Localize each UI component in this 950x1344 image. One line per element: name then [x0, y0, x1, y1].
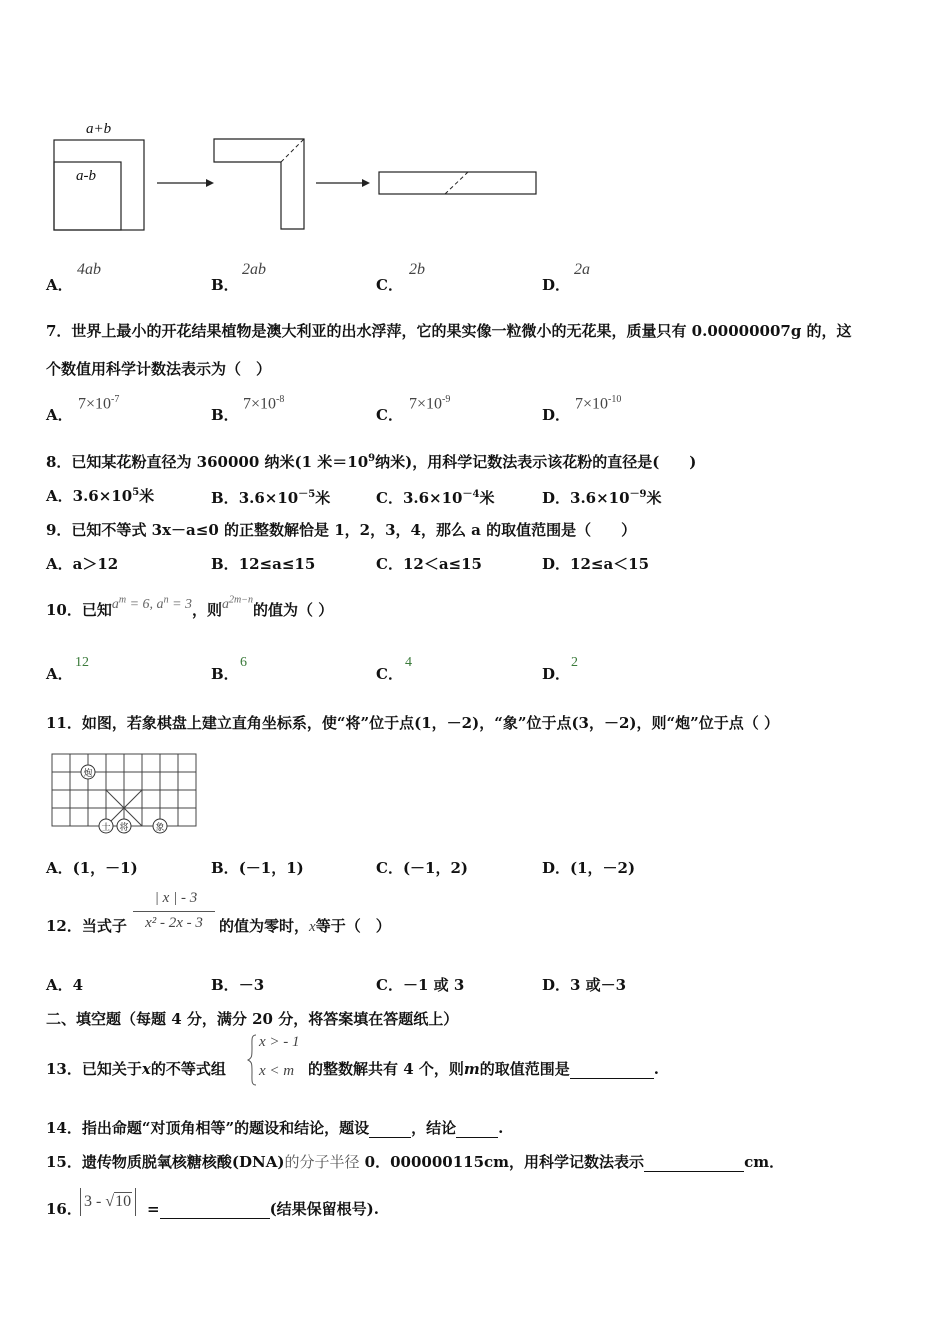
svg-text:将: 将 [119, 823, 129, 833]
q6-option-d-letter[interactable]: D． [542, 276, 571, 294]
q12-option-a[interactable]: A．4 [46, 976, 84, 994]
q9-option-b[interactable]: B．12≤a≤15 [211, 555, 316, 573]
q11-stem: 11．如图，若象棋盘上建立直角坐标系，使“将”位于点(1，－2)，“象”位于点(3，－2)，则“炮”位于点（ ） [46, 714, 780, 732]
q15-stem: 15．遗传物质脱氧核糖核酸(DNA)的分子半径 0．000000115cm，用科学记数法表示 cm． [46, 1153, 785, 1171]
piece-pao [81, 765, 95, 779]
label-a-plus-b: a+b [86, 121, 112, 137]
q8-option-a[interactable]: A．$3.6\times 10^5$米 [46, 487, 155, 505]
section2-title: 二、填空题（每题 4 分，满分 20 分，将答案填在答题纸上） [46, 1010, 459, 1028]
q8-option-c[interactable]: C．$3.6\times 10^{-4}$米 [376, 489, 495, 507]
svg-text:炮: 炮 [83, 769, 93, 779]
q14-stem: 14．指出命题“对顶角相等”的题设和结论，题设 ，结论 . [46, 1119, 504, 1137]
q7-option-c-value: $7\times 10^{-9}$ [409, 394, 451, 413]
chess-board-figure [50, 752, 200, 834]
q10-option-b-value: 6 [240, 655, 247, 670]
q8-option-d[interactable]: D．$3.6\times 10^{-9}$米 [542, 489, 662, 507]
q7-option-b-value: $7\times 10^{-8}$ [243, 394, 285, 413]
q15-answer-blank[interactable] [644, 1153, 744, 1172]
q10-stem: 10．已知$a^m = 6$, $a^n = 3$，则$a^{2m-n}$的值为（ ） [46, 594, 334, 619]
long-rectangle [379, 172, 536, 194]
q6-figure [40, 115, 560, 240]
q10-option-a-letter[interactable]: A． [46, 665, 73, 683]
svg-text:象: 象 [155, 823, 165, 833]
q13-prefix: 13．已知关于x的不等式组 [46, 1060, 226, 1078]
q16-prefix: 16． [46, 1200, 82, 1218]
q11-option-b[interactable]: B．(－1，1) [211, 859, 304, 877]
label-a-minus-b: a-b [76, 168, 96, 184]
q6-option-d-value: 2a [574, 261, 590, 278]
q16-suffix: = (结果保留根号). [147, 1200, 379, 1218]
q6-option-b-value: 2ab [242, 261, 266, 278]
q9-option-d[interactable]: D．12≤a＜15 [542, 555, 650, 573]
q7-option-a-letter[interactable]: A． [46, 406, 73, 424]
brace-icon [247, 1034, 257, 1086]
q13-inequality-2: x < m [259, 1063, 295, 1079]
q6-option-a-value: 4ab [77, 261, 101, 278]
q11-option-d[interactable]: D．(1，－2) [542, 859, 636, 877]
q13-inequality-1: x > - 1 [259, 1034, 300, 1050]
q12-option-b[interactable]: B．－3 [211, 976, 265, 994]
q6-option-a-letter[interactable]: A． [46, 276, 73, 294]
q6-option-c-letter[interactable]: C． [376, 276, 403, 294]
q16-answer-blank[interactable] [160, 1200, 270, 1219]
q12-numerator: | x | - 3 [154, 890, 198, 906]
q10-option-d-letter[interactable]: D． [542, 665, 571, 683]
q13-suffix: 的整数解共有 4 个，则m的取值范围是 . [308, 1060, 660, 1078]
q7-option-d-letter[interactable]: D． [542, 406, 571, 424]
q10-option-a-value: 12 [75, 655, 89, 670]
q7-option-a-value: $7\times 10^{-7}$ [78, 394, 120, 413]
q9-stem: 9．已知不等式 3x－a≤0 的正整数解恰是 1，2，3，4，那么 a 的取值范围是（ ） [46, 521, 637, 539]
q12-option-c[interactable]: C．－1 或 3 [376, 976, 465, 994]
q8-stem: 8．已知某花粉直径为 360000 纳米(1 米$=10^9$纳米)，用科学记数法表示该花粉的直径是( ) [46, 453, 697, 471]
q12-prefix: 12．当式子 [46, 917, 127, 935]
q12-fraction-bar [133, 911, 215, 912]
l-shape [214, 139, 304, 229]
q8-option-b[interactable]: B．$3.6\times 10^{-5}$米 [211, 489, 331, 507]
q13-answer-blank[interactable] [570, 1060, 654, 1079]
q16-abs-expression: 3 - √10 [80, 1188, 136, 1218]
piece-shi [99, 819, 113, 833]
piece-jiang [117, 819, 131, 833]
q10-option-b-letter[interactable]: B． [211, 665, 239, 683]
arrow-icon [362, 179, 370, 187]
q10-option-c-letter[interactable]: C． [376, 665, 403, 683]
q14-conclusion-blank[interactable] [456, 1119, 498, 1138]
outer-square [54, 140, 144, 230]
q7-option-c-letter[interactable]: C． [376, 406, 403, 424]
arrow-icon [206, 179, 214, 187]
q12-denominator: x² - 2x - 3 [145, 915, 203, 931]
q6-option-b-letter[interactable]: B． [211, 276, 239, 294]
q12-option-d[interactable]: D．3 或－3 [542, 976, 627, 994]
q12-middle: 的值为零时，x等于（ ） [219, 917, 391, 935]
q11-option-a[interactable]: A．(1，－1) [46, 859, 138, 877]
svg-text:士: 士 [101, 823, 111, 833]
q11-option-c[interactable]: C．(－1，2) [376, 859, 469, 877]
q7-stem-line1: 7．世界上最小的开花结果植物是澳大利亚的出水浮萍，它的果实像一粒微小的无花果，质量只有 0.00000007g 的，这 [46, 322, 852, 340]
q9-option-a[interactable]: A．a＞12 [46, 555, 119, 573]
q14-hypothesis-blank[interactable] [369, 1119, 411, 1138]
q9-option-c[interactable]: C．12＜a≤15 [376, 555, 482, 573]
q7-option-d-value: $7\times 10^{-10}$ [575, 394, 622, 413]
q7-stem-line2: 个数值用科学计数法表示为（ ） [46, 360, 272, 378]
q10-option-d-value: 2 [571, 655, 578, 670]
piece-xiang [153, 819, 167, 833]
q10-option-c-value: 4 [405, 655, 412, 670]
q7-option-b-letter[interactable]: B． [211, 406, 239, 424]
q6-option-c-value: 2b [409, 261, 425, 278]
